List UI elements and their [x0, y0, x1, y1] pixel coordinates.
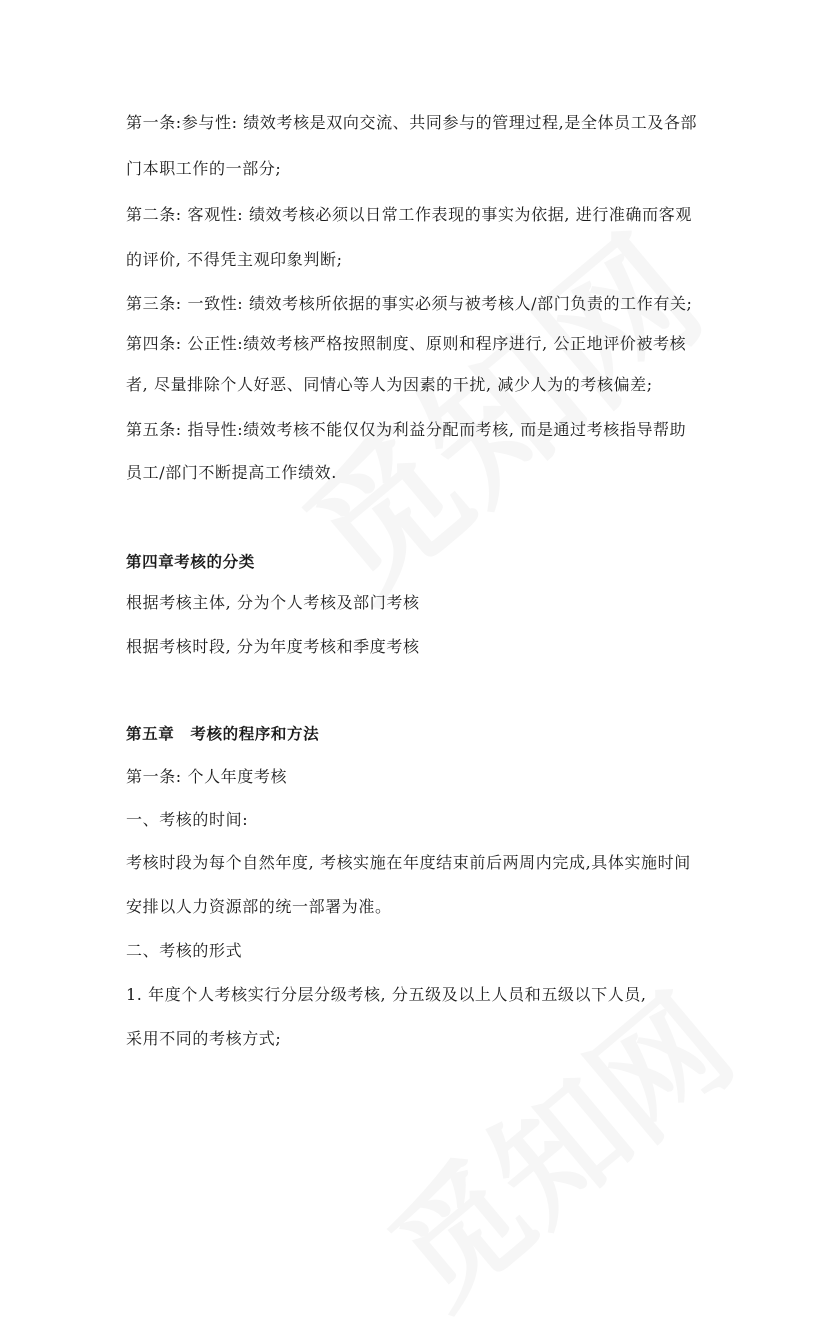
article-4-line-1: 第四条: 公正性:绩效考核严格按照制度、原则和程序进行, 公正地评价被考核: [126, 334, 687, 353]
chapter-4-line-2: 根据考核时段, 分为年度考核和季度考核: [126, 637, 420, 656]
chapter-5-line-3: 考核时段为每个自然年度, 考核实施在年度结束前后两周内完成,具体实施时间: [126, 853, 691, 872]
chapter-5-line-5: 二、考核的形式: [126, 941, 243, 960]
chapter-5-line-1: 第一条: 个人年度考核: [126, 767, 288, 786]
article-1-line-1: 第一条:参与性: 绩效考核是双向交流、共同参与的管理过程,是全体员工及各部: [126, 113, 698, 132]
article-4-line-2: 者, 尽量排除个人好恶、同情心等人为因素的干扰, 减少人为的考核偏差;: [126, 375, 653, 394]
watermark: [346, 947, 765, 1340]
chapter-5-line-7: 采用不同的考核方式;: [126, 1029, 282, 1048]
chapter-5-line-4: 安排以人力资源部的统一部署为准。: [126, 897, 392, 916]
article-1-line-2: 门本职工作的一部分;: [126, 159, 282, 178]
chapter-5-title: 第五章 考核的程序和方法: [126, 725, 320, 743]
article-5-line-1: 第五条: 指导性:绩效考核不能仅仅为利益分配而考核, 而是通过考核指导帮助: [126, 420, 687, 439]
article-5-line-2: 员工/部门不断提高工作绩效.: [126, 463, 337, 482]
article-2-line-2: 的评价, 不得凭主观印象判断;: [126, 250, 343, 269]
chapter-5-line-6: 1. 年度个人考核实行分层分级考核, 分五级及以上人员和五级以下人员,: [126, 985, 647, 1004]
article-3-line-1: 第三条: 一致性: 绩效考核所依据的事实必须与被考核人/部门负责的工作有关;: [126, 294, 693, 313]
chapter-5-line-2: 一、考核的时间:: [126, 810, 249, 829]
chapter-4-line-1: 根据考核主体, 分为个人考核及部门考核: [126, 593, 420, 612]
chapter-4-title: 第四章考核的分类: [126, 553, 255, 571]
article-2-line-1: 第二条: 客观性: 绩效考核必须以日常工作表现的事实为依据, 进行准确而客观: [126, 205, 692, 224]
